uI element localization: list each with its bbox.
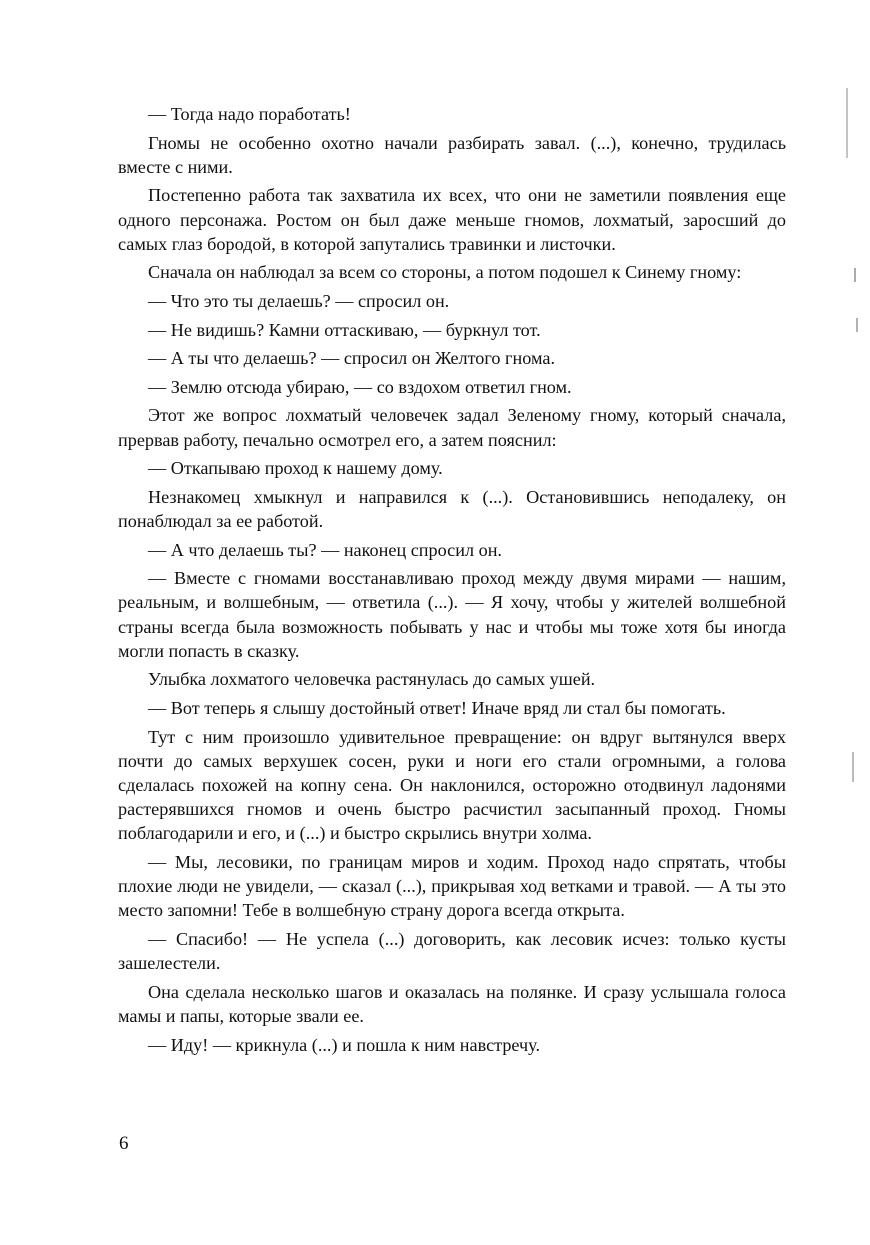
paragraph-6: — Не видишь? Камни оттаскиваю, — буркнул тот. [148,319,541,340]
paragraph-15: — Вот теперь я слышу достойный ответ! Иначе вряд ли стал бы помогать. [148,697,726,718]
paragraph-14: Улыбка лохматого человечка растянулась до самых ушей. [148,669,596,690]
scan-artifact-mark [854,268,856,282]
paragraph-19: Она сделала несколько шагов и оказалась на полянке. И сразу услышала голоса мамы и папы, которые звали ее. [118,981,786,1026]
paragraph-12: — А что делаешь ты? — наконец спросил он. [148,539,502,560]
paragraph-9: Этот же вопрос лохматый человечек задал Зеленому гному, который сначала, прервав работу, печально осмотрел его, а затем пояснил: [118,405,786,450]
paragraph-5: — Что это ты делаешь? — спросил он. [148,290,450,311]
paragraph-3: Постепенно работа так захватила их всех, что они не заметили появления еще одного персонажа. Ростом он был даже меньше гномов, лохматый, заросший до самых глаз бородой, в которой запутались травинки и листочки. [118,185,786,254]
paragraph-7: — А ты что делаешь? — спросил он Желтого гнома. [148,348,555,369]
story-text [118,102,786,1061]
paragraph-16: Тут с ним произошло удивительное превращение: он вдруг вытянулся вверх почти до самых верхушек сосен, руки и ноги его стали огромными, а голова сделалась похожей на копну сена. Он наклонился, осторожно отодвинул ладонями растерявшихся гномов и очень быстро расчистил засыпанный проход. Гномы поблагодарили и его, и (...) и быстро скрылись внутри холма. [118,726,786,844]
paragraph-20: — Иду! — крикнула (...) и пошла к ним навстречу. [148,1034,540,1055]
scan-artifact-mark [846,88,848,158]
paragraph-17: — Мы, лесовики, по границам миров и ходим. Проход надо спрятать, чтобы плохие люди не увидели, — сказал (...), прикрывая ход ветками и травой. — А ты это место запомни! Тебе в волшебную страну дорога всегда открыта. [118,851,786,921]
paragraph-10: — Откапываю проход к нашему дому. [148,458,443,479]
paragraph-1: — Тогда надо поработать! [148,104,351,124]
paragraph-13: — Вместе с гномами восстанавливаю проход между двумя мирами — нашим, реальным, и волшебным, — ответила (...). — Я хочу, чтобы у жителей волшебной страны всегда была возможность побывать у нас и чтобы мы тоже хотя бы иногда могли попасть в сказку. [118,568,786,661]
scan-artifact-mark [856,318,858,332]
paragraph-8: — Землю отсюда убираю, — со вздохом ответил гном. [148,376,572,397]
page-number: 6 [119,1133,129,1154]
paragraph-4: Сначала он наблюдал за всем со стороны, а потом подошел к Синему гному: [148,262,742,283]
scan-artifact-mark [852,752,854,782]
paragraph-2: Гномы не особенно охотно начали разбирать завал. (...), конечно, трудилась вместе с ними. [118,132,786,177]
paragraph-18: — Спасибо! — Не успела (...) договорить, как лесовик исчез: только кусты зашелестели. [118,928,786,974]
paragraph-11: Незнакомец хмыкнул и направился к (...). Остановившись неподалеку, он понаблюдал за ее работой. [118,486,786,531]
